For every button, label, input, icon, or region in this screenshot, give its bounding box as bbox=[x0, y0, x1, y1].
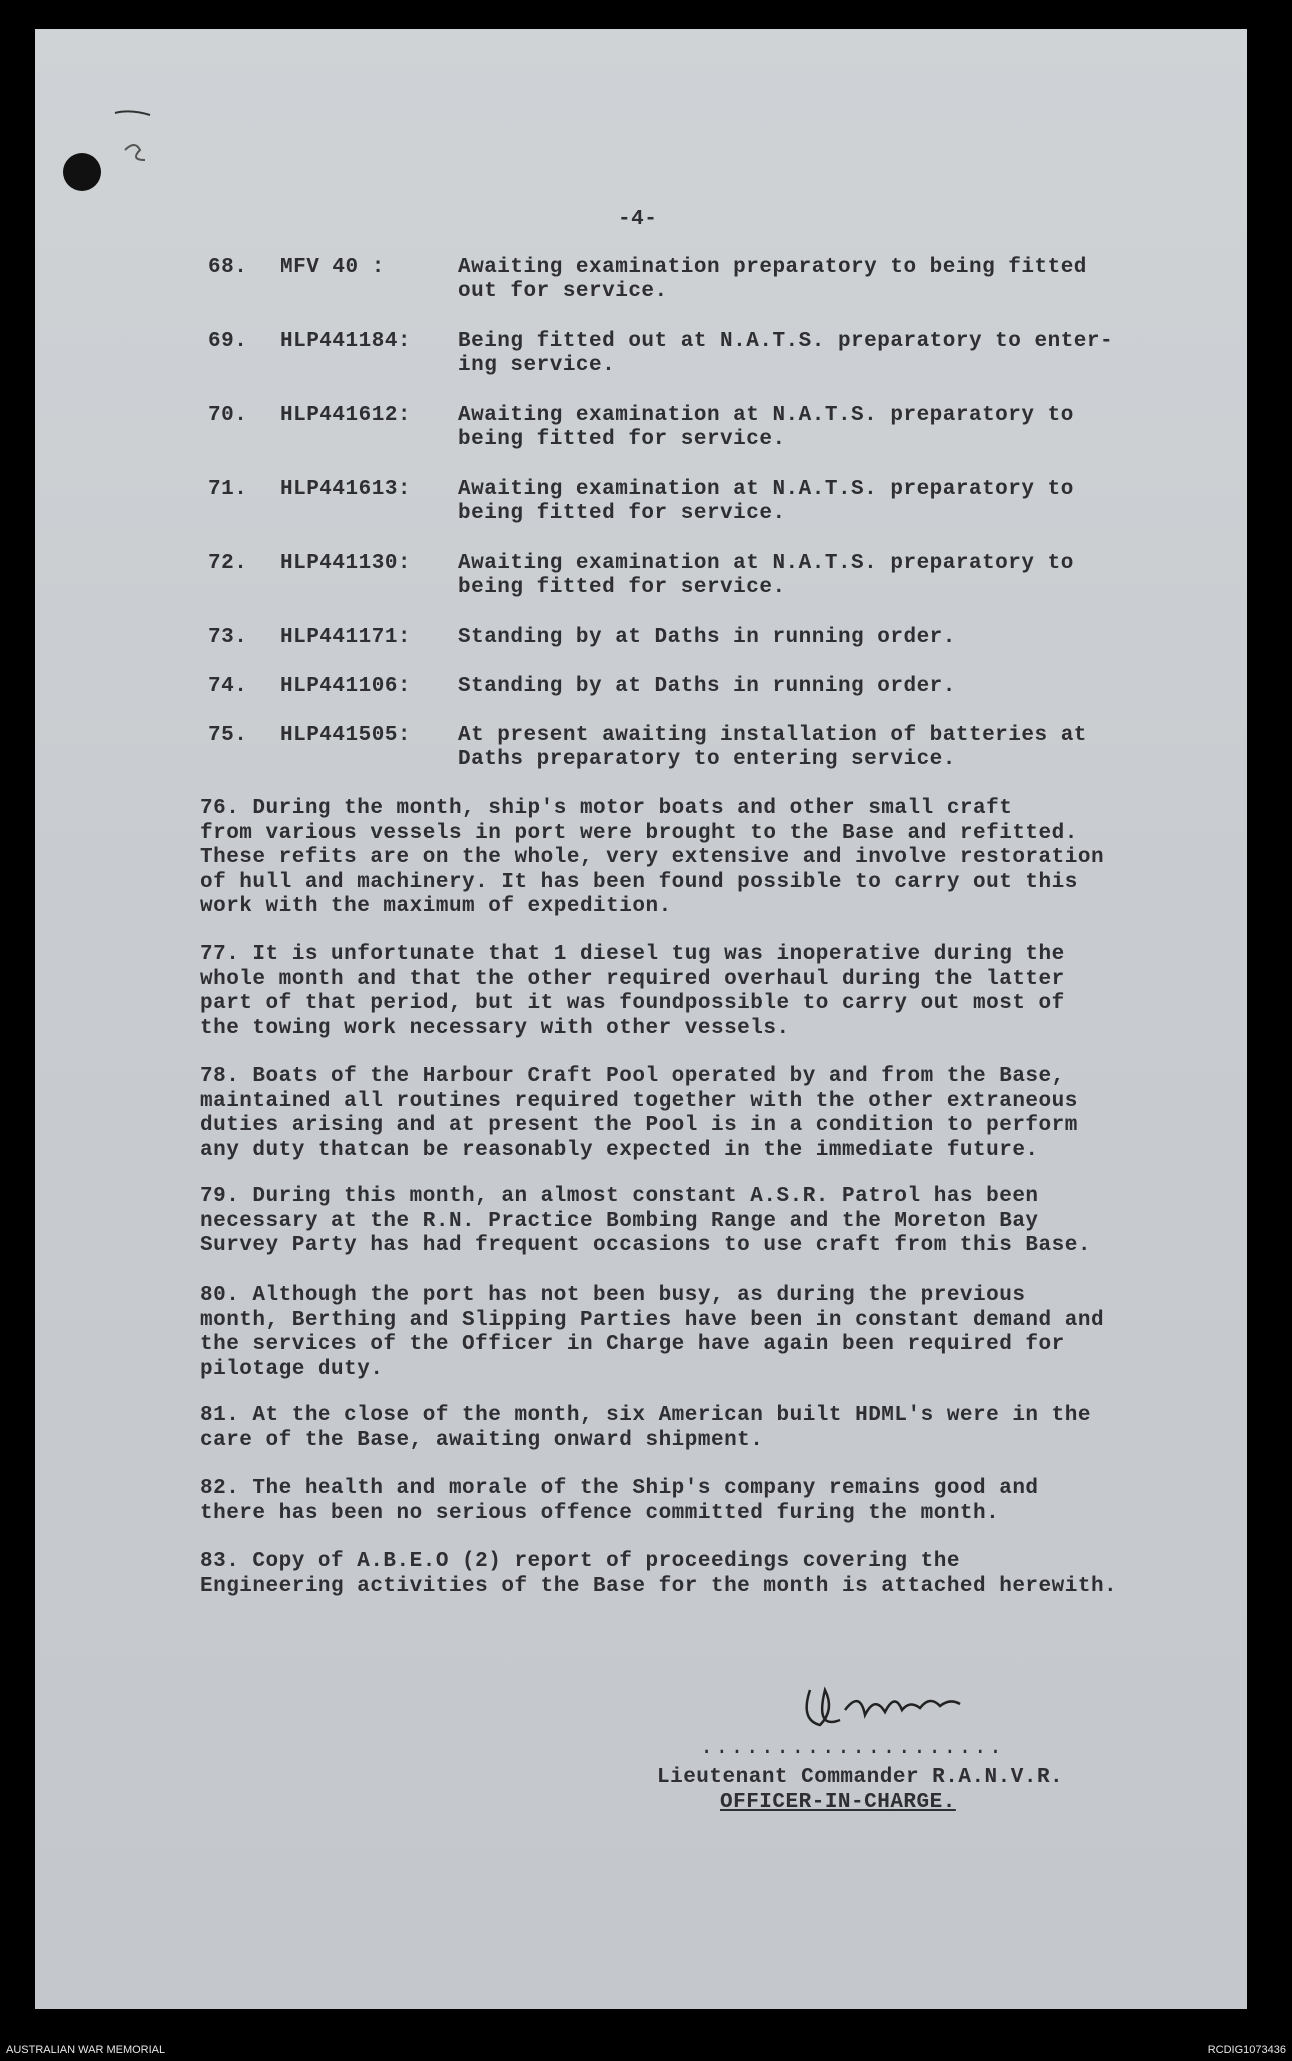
signature-dots: .................... bbox=[700, 1735, 1005, 1760]
paragraph: 77. It is unfortunate that 1 diesel tug was inoperative during the whole month and that the other required overhaul during the latter part of that period, but it was foundpossible to carry out most of the towing work necessary with other vessels. bbox=[200, 943, 1065, 1040]
item-vessel-ref: HLP441613: bbox=[280, 478, 412, 501]
item-vessel-ref: HLP441171: bbox=[280, 626, 412, 649]
item-number: 70. bbox=[208, 404, 248, 427]
item-number: 75. bbox=[208, 724, 248, 747]
item-description: Being fitted out at N.A.T.S. preparatory to enter- ing service. bbox=[458, 330, 1114, 377]
item-description: Awaiting examination at N.A.T.S. preparatory to being fitted for service. bbox=[458, 552, 1074, 599]
item-vessel-ref: MFV 40 : bbox=[280, 256, 385, 279]
punch-hole bbox=[63, 153, 101, 191]
item-vessel-ref: HLP441106: bbox=[280, 675, 412, 698]
item-vessel-ref: HLP441612: bbox=[280, 404, 412, 427]
item-number: 69. bbox=[208, 330, 248, 353]
pencil-mark bbox=[110, 105, 190, 175]
item-description: Standing by at Daths in running order. bbox=[458, 626, 956, 649]
paragraph: 81. At the close of the month, six American built HDML's were in the care of the Base, awaiting onward shipment. bbox=[200, 1404, 1091, 1452]
item-description: Awaiting examination at N.A.T.S. preparatory to being fitted for service. bbox=[458, 478, 1074, 525]
page-number: -4- bbox=[618, 208, 658, 231]
item-description: Awaiting examination at N.A.T.S. preparatory to being fitted for service. bbox=[458, 404, 1074, 451]
item-description: At present awaiting installation of batteries at Daths preparatory to entering service. bbox=[458, 724, 1087, 771]
paragraph: 79. During this month, an almost constant A.S.R. Patrol has been necessary at the R.N. Practice Bombing Range and the Moreton Bay Survey Party has had frequent occasions to use craft from this Base. bbox=[200, 1185, 1091, 1257]
item-number: 73. bbox=[208, 626, 248, 649]
item-vessel-ref: HLP441130: bbox=[280, 552, 412, 575]
item-number: 71. bbox=[208, 478, 248, 501]
item-number: 74. bbox=[208, 675, 248, 698]
footer-id: RCDIG1073436 bbox=[1207, 2044, 1286, 2056]
item-description: Standing by at Daths in running order. bbox=[458, 675, 956, 698]
item-vessel-ref: HLP441184: bbox=[280, 330, 412, 353]
signatory-title: Lieutenant Commander R.A.N.V.R. bbox=[657, 1766, 1064, 1789]
item-number: 68. bbox=[208, 256, 248, 279]
signatory-role: OFFICER-IN-CHARGE. bbox=[720, 1791, 956, 1814]
item-number: 72. bbox=[208, 552, 248, 575]
paragraph: 83. Copy of A.B.E.O (2) report of proceedings covering the Engineering activities of the Base for the month is attached herewith. bbox=[200, 1550, 1118, 1598]
paragraph: 76. During the month, ship's motor boats and other small craft from various vessels in port were brought to the Base and refitted. These refits are on the whole, very extensive and involve restoration of hull and machinery. It has been found possible to carry out this work with the maximum of expedition. bbox=[200, 797, 1105, 918]
paragraph: 78. Boats of the Harbour Craft Pool operated by and from the Base, maintained all routines required together with the other extraneous duties arising and at present the Pool is in a condition to perform any duty thatcan be reasonably expected in the immediate future. bbox=[200, 1065, 1078, 1162]
paragraph: 80. Although the port has not been busy, as during the previous month, Berthing and Slipping Parties have been in constant demand and the services of the Officer in Charge have again been required for pilotage duty. bbox=[200, 1284, 1105, 1381]
footer-source: AUSTRALIAN WAR MEMORIAL bbox=[6, 2044, 166, 2056]
paragraph: 82. The health and morale of the Ship's company remains good and there has been no serious offence committed furing the month. bbox=[200, 1477, 1039, 1525]
item-description: Awaiting examination preparatory to being fitted out for service. bbox=[458, 256, 1087, 303]
item-vessel-ref: HLP441505: bbox=[280, 724, 412, 747]
